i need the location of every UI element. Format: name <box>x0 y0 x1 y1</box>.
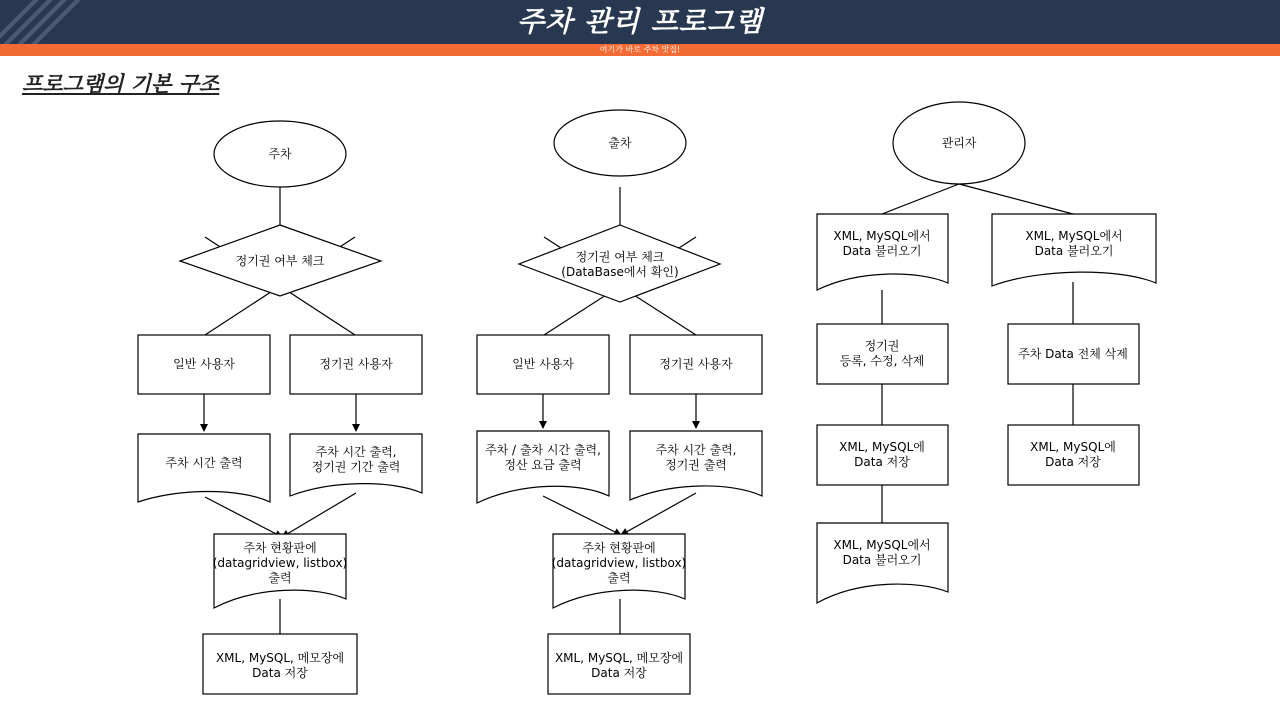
label-parking: 주차 <box>268 147 292 161</box>
label-delete-all: 주차 Data 전체 삭제 <box>1018 347 1128 361</box>
label-parking-time: 주차 시간 출력 <box>165 456 243 470</box>
label-save-1: XML, MySQL, 메모장에 <box>215 651 345 665</box>
section-title: 프로그램의 기본 구조 <box>22 72 220 96</box>
label-save-2: Data 저장 <box>854 455 910 469</box>
label-save-1: XML, MySQL, 메모장에 <box>554 651 684 665</box>
arrow <box>205 497 282 537</box>
subtitle-bar: 여기가 바로 주차 맛집! <box>0 44 1280 56</box>
label-save-2: Data 저장 <box>591 666 647 680</box>
label-save-1: XML, MySQL에 <box>1030 440 1116 454</box>
label-load-1: XML, MySQL에서 <box>1025 229 1123 243</box>
label-load-2: Data 불러오기 <box>842 244 922 258</box>
label-save-1: XML, MySQL에 <box>839 440 925 454</box>
label-pass-manage-2: 등록, 수정, 삭제 <box>839 354 925 368</box>
arrow <box>282 493 356 537</box>
label-exit: 출차 <box>608 136 632 150</box>
connector <box>882 184 959 214</box>
label-decision-1: 정기권 여부 체크 <box>575 250 665 264</box>
label-load-2: Data 불러오기 <box>1034 244 1114 258</box>
label-pass-output-2: 정기권 출력 <box>665 458 727 472</box>
label-decision-2: (DataBase에서 확인) <box>561 265 679 279</box>
label-pass-output-2: 정기권 기간 출력 <box>311 460 401 474</box>
label-reload-2: Data 불러오기 <box>842 553 922 567</box>
label-pass-manage-1: 정기권 <box>864 339 900 353</box>
label-board-3: 출력 <box>607 571 631 585</box>
label-pass-user: 정기권 사용자 <box>319 357 393 371</box>
label-general-user: 일반 사용자 <box>512 357 574 371</box>
label-general-user: 일반 사용자 <box>173 357 235 371</box>
label-board-3: 출력 <box>268 571 292 585</box>
label-board-1: 주차 현황판에 <box>243 541 317 555</box>
connector <box>959 184 1073 214</box>
label-fee-output-2: 정산 요금 출력 <box>504 458 582 472</box>
label-board-2: (datagridview, listbox) <box>212 556 348 570</box>
label-decision: 정기권 여부 체크 <box>235 254 325 268</box>
label-pass-output-1: 주차 시간 출력, <box>315 445 397 459</box>
label-reload-1: XML, MySQL에서 <box>833 538 931 552</box>
label-fee-output-1: 주차 / 출차 시간 출력, <box>485 443 601 457</box>
label-board-1: 주차 현황판에 <box>582 541 656 555</box>
arrow <box>543 496 621 535</box>
label-board-2: (datagridview, listbox) <box>551 556 687 570</box>
label-pass-user: 정기권 사용자 <box>659 357 733 371</box>
label-admin: 관리자 <box>941 136 977 150</box>
label-save-2: Data 저장 <box>1045 455 1101 469</box>
page-title: 주차 관리 프로그램 <box>517 5 763 38</box>
label-pass-output-1: 주차 시간 출력, <box>655 443 737 457</box>
label-load-1: XML, MySQL에서 <box>833 229 931 243</box>
label-save-2: Data 저장 <box>252 666 308 680</box>
